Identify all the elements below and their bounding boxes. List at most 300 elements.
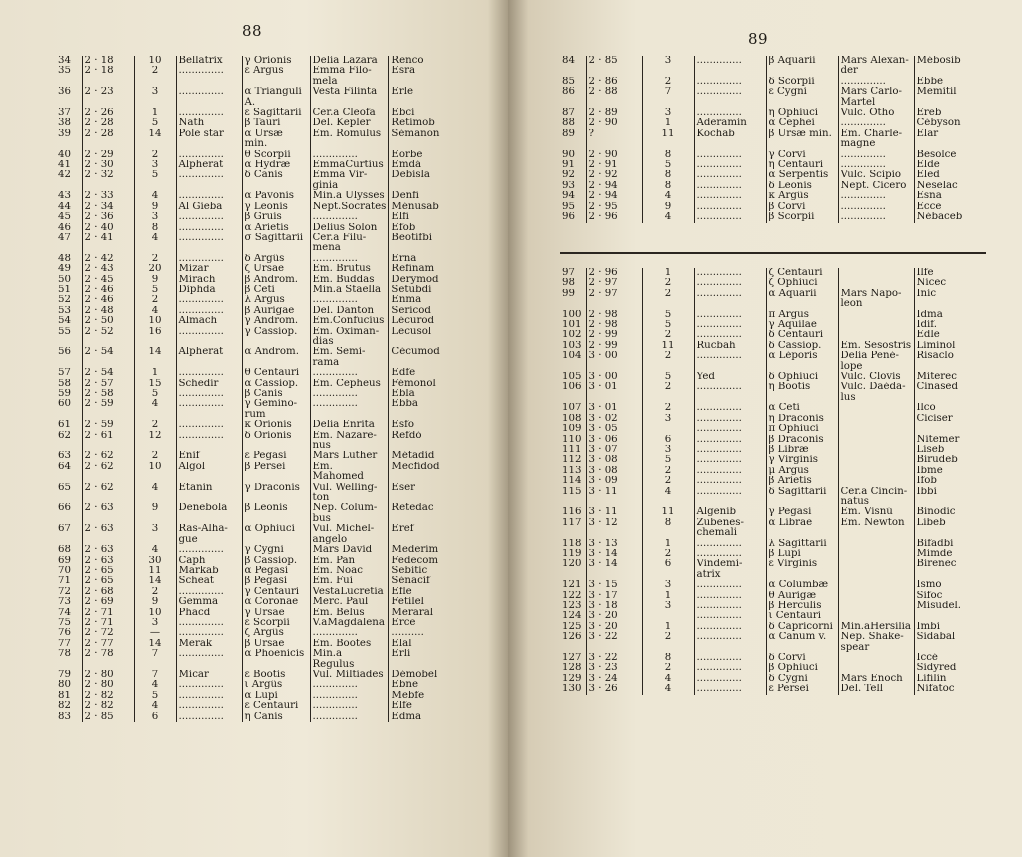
common-name: .............. <box>694 476 766 486</box>
entry-number: 73 <box>56 597 82 607</box>
patron-name: Em. Charle-magne <box>838 129 914 150</box>
star-designation: β Draconis <box>766 435 838 445</box>
table-row <box>560 549 980 559</box>
right-ascension: 3 · 24 <box>586 674 642 684</box>
entry-number: 37 <box>56 108 82 118</box>
magnitude: 3 <box>642 580 694 590</box>
right-ascension: 3 · 01 <box>586 403 642 413</box>
magnitude: 2 <box>642 351 694 372</box>
table-row <box>56 639 451 649</box>
entry-number: 119 <box>560 549 586 559</box>
common-name: .............. <box>694 160 766 170</box>
code-word: Erle <box>389 87 451 108</box>
entry-number: 97 <box>560 268 586 278</box>
code-word: Eorbe <box>389 150 451 160</box>
entry-number: 58 <box>56 379 82 389</box>
code-word: Fémonol <box>389 379 451 389</box>
code-word: Iccé <box>914 653 980 663</box>
patron-name: Delia Enrita <box>310 420 389 430</box>
common-name: .............. <box>176 66 242 87</box>
common-name: .............. <box>176 150 242 160</box>
star-designation: ι Centauri <box>766 611 838 621</box>
common-name: .............. <box>176 254 242 264</box>
magnitude: 2 <box>134 587 176 597</box>
entry-number: 45 <box>56 212 82 222</box>
common-name: .............. <box>694 611 766 621</box>
entry-number: 127 <box>560 653 586 663</box>
star-designation: β Ophiuci <box>766 663 838 673</box>
entry-number: 122 <box>560 591 586 601</box>
patron-name: Em. Mahomed <box>310 462 389 483</box>
right-ascension: 2 · 32 <box>82 170 134 191</box>
code-word: Edma <box>389 712 451 722</box>
entry-number: 60 <box>56 399 82 420</box>
entry-number: 42 <box>56 170 82 191</box>
common-name: Denebola <box>176 503 242 524</box>
right-ascension: ? <box>586 129 642 150</box>
left-star-table <box>56 56 451 722</box>
entry-number: 75 <box>56 618 82 628</box>
star-designation: β Lupi <box>766 549 838 559</box>
magnitude: 30 <box>134 556 176 566</box>
table-row <box>56 87 451 108</box>
right-ascension: 2 · 88 <box>586 87 642 108</box>
entry-number: 62 <box>56 431 82 452</box>
table-row <box>560 435 980 445</box>
star-designation: β Pegasi <box>242 576 310 586</box>
patron-name: Del. Kepler <box>310 118 389 128</box>
magnitude: 2 <box>642 549 694 559</box>
right-ascension: 2 · 90 <box>586 118 642 128</box>
patron-name: Vul. Miltiades <box>310 670 389 680</box>
star-designation: β Herculis <box>766 601 838 611</box>
section-divider <box>560 252 986 254</box>
magnitude: 3 <box>134 160 176 170</box>
table-row <box>560 445 980 455</box>
patron-name: Cer.a Filu-mena <box>310 233 389 254</box>
common-name: Algol <box>176 462 242 483</box>
code-word: Fetilel <box>389 597 451 607</box>
code-word: Nifatoc <box>914 684 980 694</box>
common-name: .............. <box>694 414 766 424</box>
table-row <box>560 268 980 278</box>
patron-name: Emma Filo-mela <box>310 66 389 87</box>
common-name: Mizar <box>176 264 242 274</box>
right-star-table-bottom <box>560 268 980 695</box>
entry-number: 116 <box>560 507 586 517</box>
star-designation: ε Centauri <box>242 701 310 711</box>
code-word <box>914 424 980 434</box>
entry-number: 117 <box>560 518 586 539</box>
entry-number: 113 <box>560 466 586 476</box>
magnitude: 9 <box>642 202 694 212</box>
code-word: Binodic <box>914 507 980 517</box>
common-name: .............. <box>694 278 766 288</box>
magnitude: 5 <box>642 455 694 465</box>
entry-number: 72 <box>56 587 82 597</box>
entry-number: 126 <box>560 632 586 653</box>
right-ascension: 2 · 28 <box>82 129 134 150</box>
table-row <box>56 399 451 420</box>
star-designation: θ Centauri <box>242 368 310 378</box>
common-name: Micar <box>176 670 242 680</box>
table-row <box>560 539 980 549</box>
star-designation: γ Leonis <box>242 202 310 212</box>
patron-name <box>838 591 914 601</box>
magnitude: 20 <box>134 264 176 274</box>
right-ascension: 2 · 23 <box>82 87 134 108</box>
right-ascension: 2 · 91 <box>586 160 642 170</box>
right-ascension: 2 · 78 <box>82 649 134 670</box>
right-ascension: 2 · 61 <box>82 431 134 452</box>
table-row <box>56 628 451 638</box>
magnitude: 4 <box>134 701 176 711</box>
right-ascension: 2 · 30 <box>82 160 134 170</box>
code-word: Nitemer <box>914 435 980 445</box>
code-word: Elfi <box>389 212 451 222</box>
code-word: Debisla <box>389 170 451 191</box>
patron-name <box>838 466 914 476</box>
magnitude: 14 <box>134 129 176 150</box>
code-word: Mederim <box>389 545 451 555</box>
star-designation: κ Argûs <box>766 191 838 201</box>
table-row <box>56 66 451 87</box>
magnitude: 5 <box>642 320 694 330</box>
patron-name: .............. <box>838 160 914 170</box>
code-word: Ecce <box>914 202 980 212</box>
star-designation: γ Gemino-rum <box>242 399 310 420</box>
star-designation: ζ Ursae <box>242 264 310 274</box>
patron-name: .............. <box>310 701 389 711</box>
common-name: .............. <box>694 56 766 77</box>
right-ascension: 2 · 92 <box>586 170 642 180</box>
right-ascension: 2 · 94 <box>586 191 642 201</box>
code-word: Ebne <box>389 680 451 690</box>
code-word: Elal <box>389 639 451 649</box>
table-row <box>56 327 451 348</box>
entry-number: 93 <box>560 181 586 191</box>
table-row <box>56 691 451 701</box>
star-designation: β Gruis <box>242 212 310 222</box>
code-word: Besolce <box>914 150 980 160</box>
common-name: Scheat <box>176 576 242 586</box>
table-row <box>560 622 980 632</box>
star-designation: η Ophiuci <box>766 108 838 118</box>
common-name: .............. <box>694 549 766 559</box>
magnitude: 5 <box>134 691 176 701</box>
patron-name: Merc. Paul <box>310 597 389 607</box>
right-ascension: 2 · 48 <box>82 306 134 316</box>
patron-name: Delia Lazara <box>310 56 389 66</box>
magnitude: 5 <box>134 285 176 295</box>
patron-name: Nept.Socrates <box>310 202 389 212</box>
patron-name: Mars Luther <box>310 451 389 461</box>
code-word: Erli <box>389 649 451 670</box>
star-designation: γ Corvi <box>766 150 838 160</box>
entry-number: 125 <box>560 622 586 632</box>
right-ascension: 3 · 22 <box>586 632 642 653</box>
entry-number: 76 <box>56 628 82 638</box>
common-name: .............. <box>176 368 242 378</box>
common-name: Etanin <box>176 483 242 504</box>
table-row <box>56 347 451 368</box>
common-name: .............. <box>694 539 766 549</box>
code-word: Mebfe <box>389 691 451 701</box>
table-row <box>560 170 980 180</box>
common-name: .............. <box>694 601 766 611</box>
entry-number: 34 <box>56 56 82 66</box>
common-name: .............. <box>694 622 766 632</box>
common-name: .............. <box>176 233 242 254</box>
table-row <box>560 507 980 517</box>
table-row <box>560 455 980 465</box>
right-star-table-top-wrap <box>560 56 980 223</box>
table-row <box>560 289 980 310</box>
right-ascension: 2 · 80 <box>82 670 134 680</box>
table-row <box>560 559 980 580</box>
patron-name: Cer.a Cincin-natus <box>838 487 914 508</box>
patron-name: Vul. Michel-angelo <box>310 524 389 545</box>
patron-name: .............. <box>310 628 389 638</box>
star-designation: δ Orionis <box>242 431 310 452</box>
patron-name: .............. <box>838 212 914 222</box>
entry-number: 109 <box>560 424 586 434</box>
common-name: .............. <box>176 680 242 690</box>
table-row <box>560 476 980 486</box>
right-ascension: 2 · 54 <box>82 347 134 368</box>
code-word: Fedecom <box>389 556 451 566</box>
common-name: Kochab <box>694 129 766 150</box>
right-ascension: 2 · 50 <box>82 316 134 326</box>
patron-name: Em. Semi-rama <box>310 347 389 368</box>
entry-number: 59 <box>56 389 82 399</box>
patron-name: EmmaCurtius <box>310 160 389 170</box>
common-name: Vindemi-atrix <box>694 559 766 580</box>
magnitude: 5 <box>642 372 694 382</box>
star-designation: β Arietis <box>766 476 838 486</box>
patron-name: V.aMagdalena <box>310 618 389 628</box>
right-ascension: 2 · 57 <box>82 379 134 389</box>
common-name: Yed <box>694 372 766 382</box>
patron-name: .............. <box>838 77 914 87</box>
code-word: Imbi <box>914 622 980 632</box>
entry-number: 70 <box>56 566 82 576</box>
right-ascension: 2 · 71 <box>82 608 134 618</box>
right-ascension: 2 · 90 <box>586 150 642 160</box>
entry-number: 51 <box>56 285 82 295</box>
patron-name: Vulc. Daéda-lus <box>838 382 914 403</box>
table-row <box>560 351 980 372</box>
table-row <box>560 56 980 77</box>
magnitude: 4 <box>134 399 176 420</box>
table-row <box>56 108 451 118</box>
common-name: .............. <box>176 587 242 597</box>
star-designation: α Ophiuci <box>242 524 310 545</box>
entry-number: 121 <box>560 580 586 590</box>
star-designation: ε Argus <box>242 66 310 87</box>
right-ascension: 3 · 01 <box>586 382 642 403</box>
code-word: Refdó <box>389 431 451 452</box>
common-name: .............. <box>176 399 242 420</box>
table-row <box>56 202 451 212</box>
magnitude: 8 <box>642 518 694 539</box>
entry-number: 46 <box>56 223 82 233</box>
magnitude: 4 <box>642 212 694 222</box>
entry-number: 106 <box>560 382 586 403</box>
patron-name: Em. Oximan-dias <box>310 327 389 348</box>
magnitude: 4 <box>642 674 694 684</box>
table-row <box>56 503 451 524</box>
patron-name: .............. <box>310 680 389 690</box>
magnitude: 6 <box>642 435 694 445</box>
table-row <box>560 580 980 590</box>
code-word: Sericod <box>389 306 451 316</box>
entry-number: 77 <box>56 639 82 649</box>
star-designation: α Pegasi <box>242 566 310 576</box>
star-designation: ε Scorpii <box>242 618 310 628</box>
code-word: Ebba <box>389 399 451 420</box>
right-ascension: 2 · 62 <box>82 451 134 461</box>
right-ascension: 3 · 00 <box>586 372 642 382</box>
magnitude: — <box>134 628 176 638</box>
right-ascension: 2 · 40 <box>82 223 134 233</box>
right-ascension: 2 · 96 <box>586 268 642 278</box>
magnitude: 9 <box>134 597 176 607</box>
patron-name <box>838 320 914 330</box>
magnitude: 11 <box>642 507 694 517</box>
star-designation: ε Virginis <box>766 559 838 580</box>
common-name: .............. <box>176 431 242 452</box>
entry-number: 124 <box>560 611 586 621</box>
right-ascension: 2 · 63 <box>82 524 134 545</box>
table-row <box>560 278 980 288</box>
common-name: .............. <box>176 545 242 555</box>
common-name: .............. <box>694 684 766 694</box>
patron-name: Em. Nazare-nus <box>310 431 389 452</box>
table-row <box>56 545 451 555</box>
table-row <box>560 212 980 222</box>
magnitude: 15 <box>134 379 176 389</box>
common-name: .............. <box>694 580 766 590</box>
magnitude: 1 <box>134 368 176 378</box>
magnitude: 3 <box>642 108 694 118</box>
patron-name: Nep. Shake-spear <box>838 632 914 653</box>
common-name: .............. <box>694 466 766 476</box>
code-word: Libeb <box>914 518 980 539</box>
patron-name <box>838 268 914 278</box>
patron-name: .............. <box>310 254 389 264</box>
code-word: Efle <box>389 587 451 597</box>
right-ascension: 2 · 62 <box>82 483 134 504</box>
table-row <box>56 680 451 690</box>
entry-number: 103 <box>560 341 586 351</box>
magnitude: 2 <box>642 330 694 340</box>
left-star-table-wrap <box>56 56 451 722</box>
right-ascension: 2 · 65 <box>82 566 134 576</box>
common-name: .............. <box>694 424 766 434</box>
code-word: Misudel. <box>914 601 980 611</box>
common-name: .............. <box>694 455 766 465</box>
table-row <box>56 223 451 233</box>
right-ascension: 3 · 11 <box>586 487 642 508</box>
entry-number: 65 <box>56 483 82 504</box>
common-name: Almach <box>176 316 242 326</box>
patron-name: Em. Buddas <box>310 275 389 285</box>
magnitude: 3 <box>134 618 176 628</box>
entry-number: 102 <box>560 330 586 340</box>
magnitude: 2 <box>642 663 694 673</box>
star-designation: η Canis <box>242 712 310 722</box>
magnitude: 2 <box>642 632 694 653</box>
star-designation: α Librae <box>766 518 838 539</box>
magnitude: 11 <box>642 129 694 150</box>
common-name: .............. <box>694 674 766 684</box>
entry-number: 111 <box>560 445 586 455</box>
code-word: Mecfidod <box>389 462 451 483</box>
code-word: Eser <box>389 483 451 504</box>
table-row <box>56 566 451 576</box>
table-row <box>560 591 980 601</box>
code-word: Idma <box>914 310 980 320</box>
entry-number: 52 <box>56 295 82 305</box>
right-ascension: 2 · 26 <box>82 108 134 118</box>
table-row <box>560 424 980 434</box>
right-ascension: 2 · 80 <box>82 680 134 690</box>
patron-name: Min.a Ulysses <box>310 191 389 201</box>
entry-number: 87 <box>560 108 586 118</box>
patron-name: Cer.a Cleofa <box>310 108 389 118</box>
star-designation: κ Orionis <box>242 420 310 430</box>
code-word: Sebitic <box>389 566 451 576</box>
star-designation: γ Cassiop. <box>242 327 310 348</box>
common-name: .............. <box>176 87 242 108</box>
star-designation: γ Cygni <box>242 545 310 555</box>
table-row <box>560 129 980 150</box>
magnitude: 4 <box>642 487 694 508</box>
magnitude: 3 <box>642 56 694 77</box>
magnitude: 8 <box>642 170 694 180</box>
right-ascension: 2 · 33 <box>82 191 134 201</box>
magnitude: 2 <box>134 254 176 264</box>
common-name: .............. <box>694 87 766 108</box>
code-word: Sidabal <box>914 632 980 653</box>
magnitude: 10 <box>134 316 176 326</box>
common-name: Pole star <box>176 129 242 150</box>
common-name: .............. <box>694 663 766 673</box>
page-number-left: 88 <box>242 22 263 40</box>
right-ascension: 2 · 41 <box>82 233 134 254</box>
magnitude: 2 <box>134 150 176 160</box>
entry-number: 114 <box>560 476 586 486</box>
magnitude <box>642 424 694 434</box>
right-ascension: 3 · 07 <box>586 445 642 455</box>
patron-name: Em.Confucius <box>310 316 389 326</box>
common-name: .............. <box>694 170 766 180</box>
entry-number: 89 <box>560 129 586 150</box>
star-designation: δ Scorpii <box>766 77 838 87</box>
code-word: Cécumod <box>389 347 451 368</box>
code-word: Esna <box>914 191 980 201</box>
patron-name: Em. Belus <box>310 608 389 618</box>
patron-name: .............. <box>838 150 914 160</box>
magnitude: 3 <box>134 87 176 108</box>
common-name: .............. <box>176 306 242 316</box>
star-designation: α Ceti <box>766 403 838 413</box>
code-word: Ibbi <box>914 487 980 508</box>
star-designation: α Arietis <box>242 223 310 233</box>
common-name: .............. <box>694 181 766 191</box>
patron-name <box>838 580 914 590</box>
